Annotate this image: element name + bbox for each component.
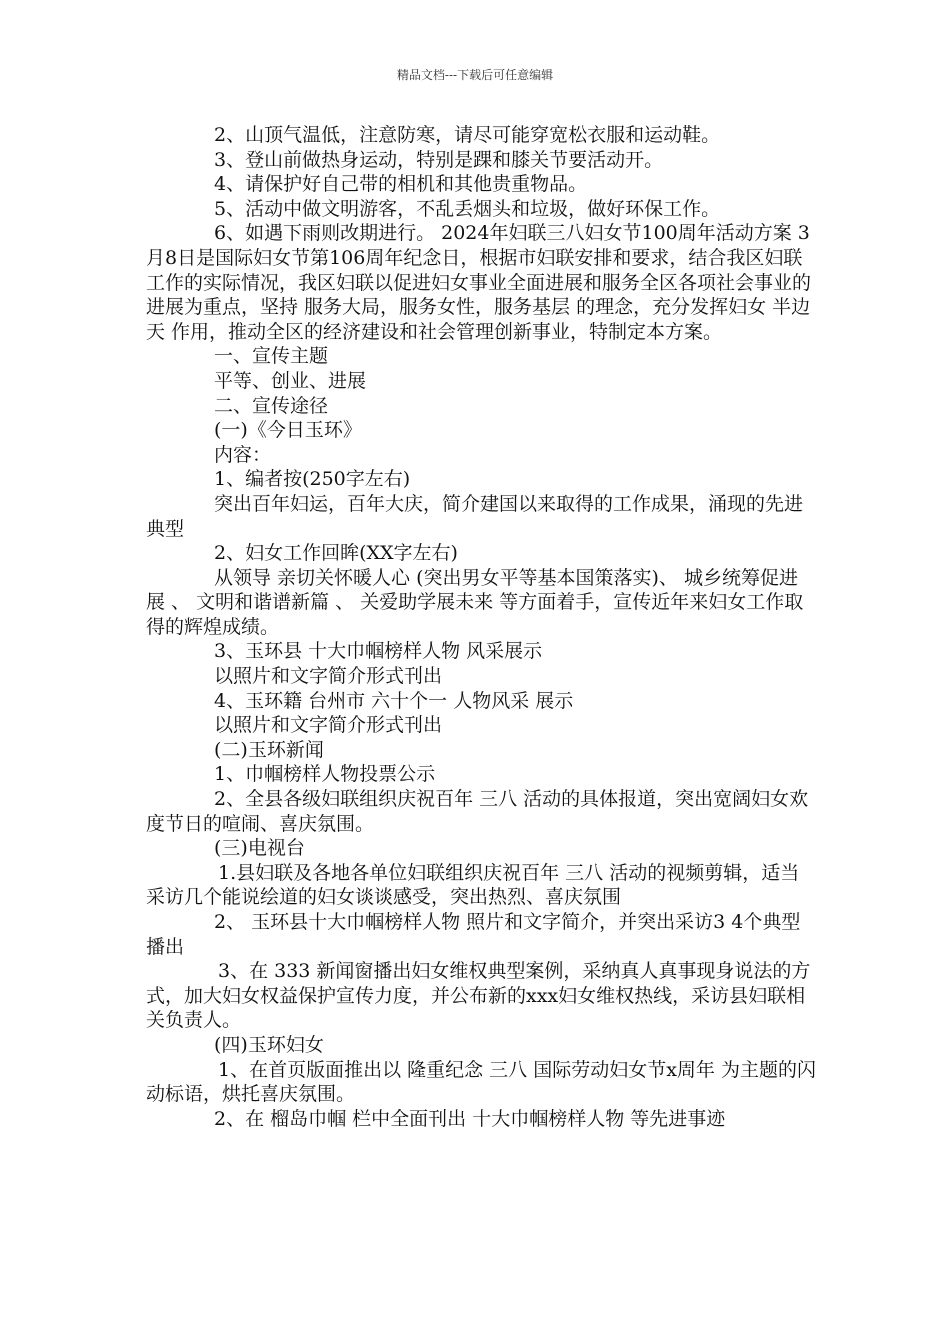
paragraph: 3、玉环县 十大巾帼榜样人物 风采展示 (214, 640, 543, 663)
paragraph: 5、活动中做文明游客，不乱丢烟头和垃圾，做好环保工作。 (214, 197, 721, 220)
paragraph: 4、请保护好自己带的相机和其他贵重物品。 (214, 173, 588, 196)
subsection-heading: (二)玉环新闻 (214, 738, 324, 761)
document-body (146, 123, 816, 1131)
paragraph: 以照片和文字简介形式刊出 (214, 665, 443, 688)
paragraph: 突出百年妇运，百年大庆，简介建国以来取得的工作成果，涌现的先进典型 (146, 492, 804, 540)
paragraph: 从领导 亲切关怀暖人心 (突出男女平等基本国策落实)、 城乡统筹促进展 、 文明和谐谱新篇 、 关爱助学展未来 等方面着手，宣传近年来妇女工作取得的辉煌成绩。 (146, 566, 804, 638)
subsection-heading: (三)电视台 (214, 837, 305, 860)
paragraph: 1、巾帼榜样人物投票公示 (214, 763, 436, 786)
paragraph: 1、编者按(250字左右) (214, 468, 411, 491)
subsection-heading: (四)玉环妇女 (214, 1033, 324, 1056)
paragraph: 2、 玉环县十大巾帼榜样人物 照片和文字简介，并突出采访3 4个典型播出 (146, 911, 801, 958)
paragraph: 2、山顶气温低，注意防寒，请尽可能穿宽松衣服和运动鞋。 (214, 124, 721, 146)
page-header: 精品文档---下载后可任意编辑 (396, 68, 554, 82)
paragraph: 4、玉环籍 台州市 六十个一 人物风采 展示 (214, 689, 574, 712)
paragraph: 内容： (214, 443, 272, 466)
section-heading: 二、宣传途径 (214, 394, 329, 417)
paragraph: 1.县妇联及各地各单位妇联组织庆祝百年 三八 活动的视频剪辑，适当采访几个能说绘道的妇女谈谈感受，突出热烈、喜庆氛围 (146, 861, 800, 909)
paragraph: 以照片和文字简介形式刊出 (214, 714, 443, 737)
paragraph: 平等、创业、进展 (214, 369, 367, 392)
paragraph: 1、在首页版面推出以 隆重纪念 三八 国际劳动妇女节x周年 为主题的闪动标语，烘托喜庆氛围。 (146, 1058, 816, 1106)
section-heading: 一、宣传主题 (214, 345, 329, 368)
paragraph: 2、全县各级妇联组织庆祝百年 三八 活动的具体报道，突出宽阔妇女欢度节日的喧闹、喜庆氛围。 (146, 788, 809, 835)
paragraph: 3、登山前做热身运动，特别是踝和膝关节要活动开。 (214, 148, 664, 171)
subsection-heading: (一)《今日玉环》 (214, 419, 362, 442)
paragraph: 2、在 榴岛巾帼 栏中全面刊出 十大巾帼榜样人物 等先进事迹 (214, 1107, 726, 1130)
paragraph: 2、妇女工作回眸(XX字左右) (214, 542, 458, 565)
paragraph: 6、如遇下雨则改期进行。 2024年妇联三八妇女节100周年活动方案 3月8日是国际妇女节第106周年纪念日，根据市妇联安排和要求，结合我区妇联工作的实际情况，我区妇联以促进妇女事业全面进展和服务全区各项社会事业的进展为重点，坚持 服务大局，服务女性，服务基层 的理念，充分发挥妇女 半边天 作用，推动全区的经济建设和社会管理创新事业，特制定本方案。 (146, 222, 812, 343)
paragraph: 3、在 333 新闻窗播出妇女维权典型案例，采纳真人真事现身说法的方式，加大妇女权益保护宣传力度，并公布新的xxx妇女维权热线，采访县妇联相关负责人。 (146, 960, 811, 1032)
